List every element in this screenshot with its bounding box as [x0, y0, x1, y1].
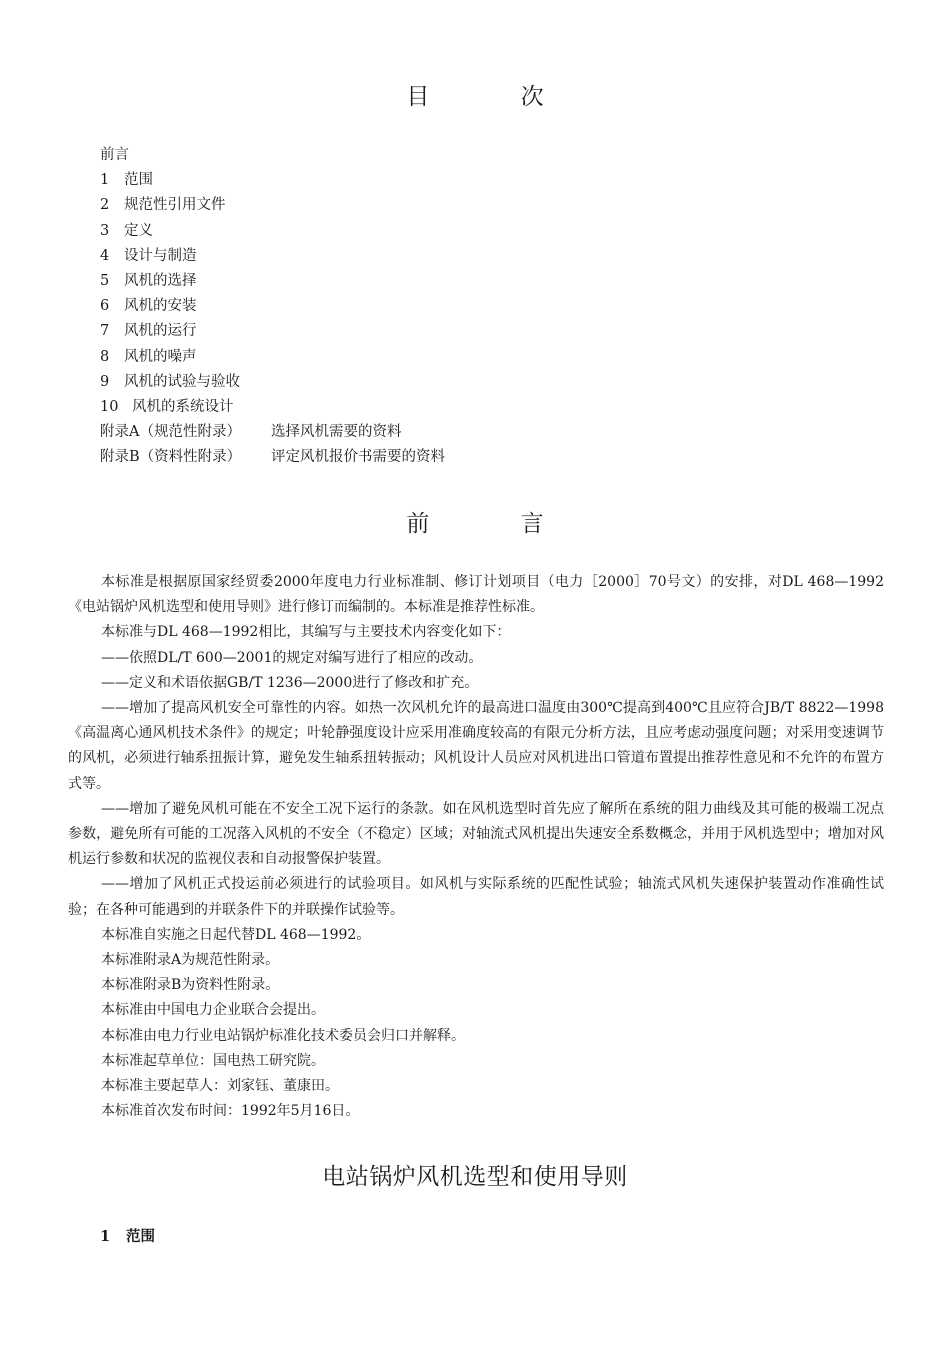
- toc-item-fan-selection[interactable]: [100, 269, 445, 294]
- toc-item-label: 定义: [124, 222, 153, 239]
- toc-item-foreword[interactable]: [100, 143, 445, 168]
- foreword-paragraph: 本标准自实施之日起代替DL 468—1992。: [101, 926, 371, 943]
- foreword-paragraph: ——定义和术语依据GB/T 1236—2000进行了修改和扩充。: [101, 674, 479, 691]
- toc-item-number: 8: [100, 348, 110, 365]
- toc-item-fan-operation[interactable]: [100, 319, 445, 344]
- toc-title: 目 次: [406, 84, 586, 110]
- toc-item-label: 风机的安装: [124, 298, 197, 315]
- foreword-paragraph: ——增加了避免风机可能在不安全工况下运行的条款。如在风机选型时首先应了解所在系统的阻力曲线及其可能的极端工况点参数，避免所有可能的工况落入风机的不安全（不稳定）区域；对轴流式风机提出失速安全系数概念，并用于风机选型中；增加对风机运行参数和状况的监视仪表和自动报警保护装置。: [68, 800, 884, 868]
- toc-item-label: 风机的试验与验收: [124, 373, 240, 390]
- toc-item-number: 4: [100, 247, 110, 264]
- toc-item-system-design[interactable]: [100, 395, 445, 420]
- toc-item-number: 2: [100, 197, 110, 214]
- foreword-paragraph: ——依照DL/T 600—2001的规定对编写进行了相应的改动。: [101, 649, 483, 666]
- foreword-body: [68, 570, 884, 1124]
- document-title: 电站锅炉风机选型和使用导则: [322, 1164, 628, 1190]
- toc-item-scope[interactable]: [100, 168, 445, 193]
- toc-item-fan-testing[interactable]: [100, 370, 445, 395]
- foreword-paragraph: 本标准由电力行业电站锅炉标准化技术委员会归口并解释。: [101, 1027, 465, 1044]
- toc-item-label: 风机的系统设计: [132, 398, 234, 415]
- appendix-label: 评定风机报价书需要的资料: [271, 449, 445, 466]
- foreword-paragraph: 本标准起草单位：国电热工研究院。: [101, 1052, 325, 1069]
- toc-item-label: 前言: [100, 147, 129, 163]
- foreword-paragraph: 本标准主要起草人：刘家钰、董康田。: [101, 1078, 339, 1095]
- foreword-paragraph: 本标准与DL 468—1992相比，其编写与主要技术内容变化如下：: [101, 624, 511, 641]
- toc-item-number: 7: [100, 323, 110, 340]
- toc-item-label: 风机的选择: [124, 272, 197, 289]
- toc-item-number: 6: [100, 298, 110, 315]
- toc-item-fan-installation[interactable]: [100, 294, 445, 319]
- table-of-contents: [100, 143, 445, 470]
- toc-item-definitions[interactable]: [100, 219, 445, 244]
- toc-item-number: 1: [100, 172, 110, 189]
- appendix-label: 选择风机需要的资料: [271, 424, 402, 441]
- foreword-paragraph: 本标准由中国电力企业联合会提出。: [101, 1002, 325, 1019]
- section-heading-scope: [100, 1225, 155, 1246]
- toc-item-number: 10: [100, 398, 119, 415]
- toc-item-label: 设计与制造: [124, 247, 197, 264]
- toc-item-number: 9: [100, 373, 110, 390]
- toc-item-fan-noise[interactable]: [100, 345, 445, 370]
- toc-item-label: 范围: [124, 172, 153, 189]
- toc-item-label: 规范性引用文件: [124, 197, 226, 214]
- section-label: 范围: [126, 1228, 155, 1245]
- toc-item-design-manufacture[interactable]: [100, 244, 445, 269]
- appendix-tag: 附录A（规范性附录）: [100, 424, 241, 441]
- foreword-paragraph: 本标准附录A为规范性附录。: [101, 952, 280, 969]
- foreword-paragraph: ——增加了风机正式投运前必须进行的试验项目。如风机与实际系统的匹配性试验；轴流式风机失速保护装置动作准确性试验；在各种可能遇到的并联条件下的并联操作试验等。: [68, 876, 884, 918]
- toc-item-appendix-b[interactable]: [100, 445, 445, 470]
- foreword-paragraph: 本标准是根据原国家经贸委2000年度电力行业标准制、修订计划项目（电力［2000］70号文）的安排，对DL 468—1992《电站锅炉风机选型和使用导则》进行修订而编制的。本标准是推荐性标准。: [68, 574, 884, 616]
- foreword-paragraph: ——增加了提高风机安全可靠性的内容。如热一次风机允许的最高进口温度由300℃提高到400℃且应符合JB/T 8822—1998《高温离心通风机技术条件》的规定；叶轮静强度设计应采用准确度较高的有限元分析方法，且应考虑动强度问题；对采用变速调节的风机，必须进行轴系扭振计算，避免发生轴系扭转振动；风机设计人员应对风机进出口管道布置提出推荐性意见和不允许的布置方式等。: [68, 700, 884, 792]
- toc-item-label: 风机的运行: [124, 323, 197, 340]
- toc-item-appendix-a[interactable]: [100, 420, 445, 445]
- appendix-tag: 附录B（资料性附录）: [100, 449, 242, 466]
- toc-item-number: 3: [100, 222, 110, 239]
- foreword-title: 前 言: [406, 511, 586, 537]
- foreword-paragraph: 本标准首次发布时间：1992年5月16日。: [101, 1103, 360, 1120]
- toc-item-label: 风机的噪声: [124, 348, 197, 365]
- foreword-paragraph: 本标准附录B为资料性附录。: [101, 977, 280, 994]
- section-number: 1: [100, 1228, 111, 1245]
- toc-item-number: 5: [100, 272, 110, 289]
- toc-item-normative-references[interactable]: [100, 193, 445, 218]
